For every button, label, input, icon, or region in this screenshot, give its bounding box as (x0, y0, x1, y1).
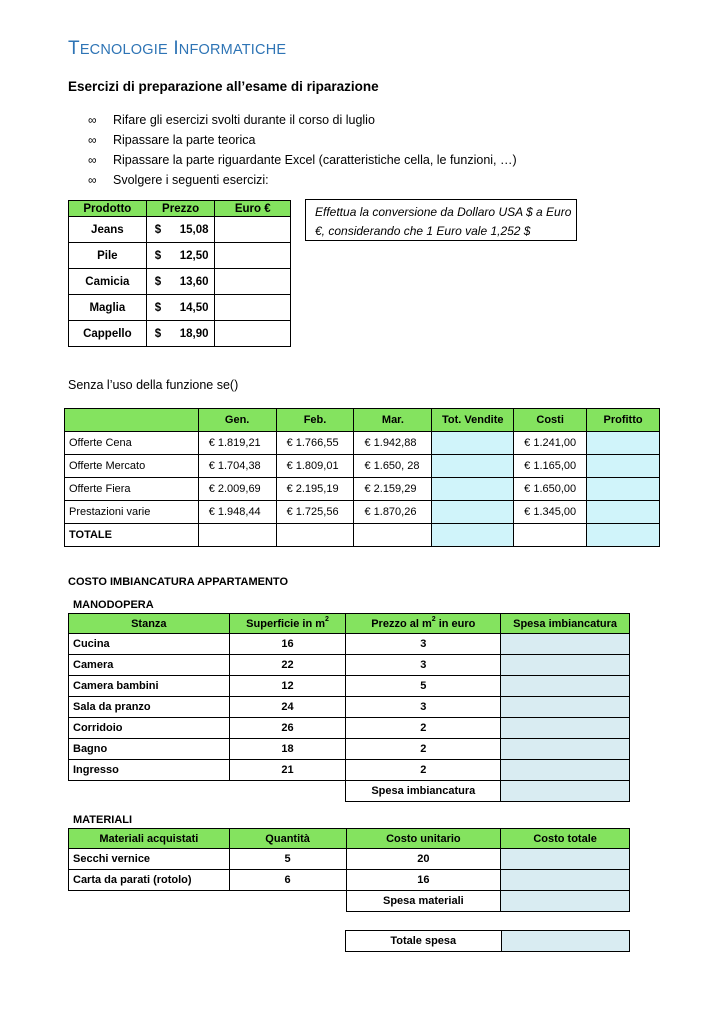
column-header-stanza: Stanza (69, 614, 230, 634)
costi-value: € 1.650,00 (514, 478, 587, 501)
spesa-cell[interactable] (501, 634, 630, 655)
material-qty: 6 (229, 870, 346, 891)
column-header-prodotto: Prodotto (69, 201, 147, 217)
profitto-cell[interactable] (587, 432, 660, 455)
euro-cell[interactable] (215, 321, 291, 347)
column-header-prezzo (346, 614, 501, 634)
table-row (69, 739, 630, 760)
spesa-cell[interactable] (501, 697, 630, 718)
room-price: 3 (346, 634, 501, 655)
title-word: NFORMATICHE (178, 42, 287, 58)
spesa-imbiancatura-label: Spesa imbiancatura (346, 781, 501, 802)
room-surface: 26 (229, 718, 346, 739)
table-row (69, 760, 630, 781)
mar-value: € 1.870,26 (354, 501, 432, 524)
product-name: Jeans (69, 217, 147, 243)
table-row (65, 432, 660, 455)
product-price: 18,90 (173, 321, 215, 347)
materiali-label: MATERIALI (73, 814, 133, 826)
room-name: Bagno (69, 739, 230, 760)
products-table (68, 200, 291, 347)
spesa-cell[interactable] (501, 760, 630, 781)
row-label: Offerte Fiera (65, 478, 199, 501)
table-row (69, 655, 630, 676)
table-row (69, 243, 291, 269)
empty-cell (229, 891, 346, 912)
currency-symbol: $ (146, 321, 173, 347)
profitto-cell[interactable] (587, 455, 660, 478)
room-price: 2 (346, 760, 501, 781)
room-surface: 21 (229, 760, 346, 781)
column-header-costo-totale: Costo totale (501, 829, 630, 849)
table-row (69, 634, 630, 655)
infinity-bullet-icon: ∞ (88, 153, 97, 167)
materiali-table (68, 828, 630, 912)
column-header-tot-vendite: Tot. Vendite (432, 409, 514, 432)
summary-row (69, 781, 630, 802)
total-costi-cell[interactable] (514, 524, 587, 547)
room-price: 3 (346, 697, 501, 718)
product-price: 14,50 (173, 295, 215, 321)
table-row (65, 455, 660, 478)
column-header-euro: Euro € (215, 201, 291, 217)
header-text: Superficie in m (246, 617, 326, 630)
euro-cell[interactable] (215, 217, 291, 243)
feb-value: € 1.725,56 (276, 501, 354, 524)
title-initial: I (173, 38, 179, 59)
product-name: Maglia (69, 295, 147, 321)
column-header-profitto: Profitto (587, 409, 660, 432)
empty-cell (69, 781, 230, 802)
spesa-materiali-cell[interactable] (501, 891, 630, 912)
header-text: Prezzo al m (371, 617, 432, 630)
room-name: Camera bambini (69, 676, 230, 697)
infinity-bullet-icon: ∞ (88, 113, 97, 127)
superscript: 2 (325, 615, 329, 623)
room-surface: 24 (229, 697, 346, 718)
material-name: Secchi vernice (69, 849, 230, 870)
room-surface: 18 (229, 739, 346, 760)
section-title: COSTO IMBIANCATURA APPARTAMENTO (68, 576, 288, 588)
gen-value: € 1.704,38 (198, 455, 276, 478)
section-note: Senza l’uso della funzione se() (68, 378, 239, 392)
material-qty: 5 (229, 849, 346, 870)
material-unit-cost: 20 (346, 849, 501, 870)
table-row (69, 697, 630, 718)
manodopera-label: MANODOPERA (73, 599, 154, 611)
product-price: 13,60 (173, 269, 215, 295)
costi-value: € 1.165,00 (514, 455, 587, 478)
title-word: ECNOLOGIE (79, 42, 168, 58)
table-row (69, 849, 630, 870)
list-item-text: Ripassare la parte teorica (113, 133, 256, 147)
table-row (69, 321, 291, 347)
product-price: 15,08 (173, 217, 215, 243)
currency-symbol: $ (146, 295, 173, 321)
room-price: 5 (346, 676, 501, 697)
mar-value: € 1.942,88 (354, 432, 432, 455)
column-header-quantita: Quantità (229, 829, 346, 849)
spesa-cell[interactable] (501, 739, 630, 760)
spesa-cell[interactable] (501, 655, 630, 676)
row-label: Prestazioni varie (65, 501, 199, 524)
table-row (69, 870, 630, 891)
empty-cell (229, 781, 346, 802)
list-item-text: Ripassare la parte riguardante Excel (caratteristiche cella, le funzioni, …) (113, 153, 517, 167)
currency-symbol: $ (146, 217, 173, 243)
product-price: 12,50 (173, 243, 215, 269)
list-item-text: Rifare gli esercizi svolti durante il corso di luglio (113, 113, 375, 127)
room-surface: 12 (229, 676, 346, 697)
list-item (88, 170, 517, 190)
euro-cell[interactable] (215, 295, 291, 321)
room-surface: 22 (229, 655, 346, 676)
total-gen-cell[interactable] (198, 524, 276, 547)
tot-vendite-cell[interactable] (432, 455, 514, 478)
totale-spesa-table (345, 930, 630, 952)
gen-value: € 2.009,69 (198, 478, 276, 501)
summary-row (346, 931, 630, 952)
column-header-costi: Costi (514, 409, 587, 432)
spesa-imbiancatura-cell[interactable] (501, 781, 630, 802)
summary-row (69, 891, 630, 912)
bullet-list (88, 110, 517, 190)
euro-cell[interactable] (215, 269, 291, 295)
costo-totale-cell[interactable] (501, 870, 630, 891)
tot-vendite-cell[interactable] (432, 501, 514, 524)
table-row (65, 501, 660, 524)
row-label: Offerte Mercato (65, 455, 199, 478)
room-name: Corridoio (69, 718, 230, 739)
totale-spesa-label: Totale spesa (346, 931, 502, 952)
spesa-materiali-label: Spesa materiali (346, 891, 501, 912)
total-mar-cell[interactable] (354, 524, 432, 547)
product-name: Pile (69, 243, 147, 269)
feb-value: € 2.195,19 (276, 478, 354, 501)
mar-value: € 2.159,29 (354, 478, 432, 501)
gen-value: € 1.948,44 (198, 501, 276, 524)
tot-vendite-cell[interactable] (432, 478, 514, 501)
column-header-superficie (229, 614, 346, 634)
table-row (69, 217, 291, 243)
room-name: Sala da pranzo (69, 697, 230, 718)
mar-value: € 1.650, 28 (354, 455, 432, 478)
sales-table (64, 408, 660, 547)
currency-symbol: $ (146, 243, 173, 269)
list-item (88, 130, 517, 150)
infinity-bullet-icon: ∞ (88, 133, 97, 147)
table-row (69, 718, 630, 739)
feb-value: € 1.766,55 (276, 432, 354, 455)
table-row (65, 478, 660, 501)
row-label: Offerte Cena (65, 432, 199, 455)
material-unit-cost: 16 (346, 870, 501, 891)
column-header-spesa: Spesa imbiancatura (501, 614, 630, 634)
product-name: Cappello (69, 321, 147, 347)
room-price: 2 (346, 739, 501, 760)
profitto-cell[interactable] (587, 501, 660, 524)
column-header-prezzo: Prezzo (146, 201, 215, 217)
profitto-cell[interactable] (587, 478, 660, 501)
header-text: in euro (435, 617, 476, 630)
total-label: TOTALE (65, 524, 199, 547)
list-item-text: Svolgere i seguenti esercizi: (113, 173, 269, 187)
table-row (69, 295, 291, 321)
spesa-cell[interactable] (501, 676, 630, 697)
column-header-gen: Gen. (198, 409, 276, 432)
room-price: 3 (346, 655, 501, 676)
product-name: Camicia (69, 269, 147, 295)
title-initial: T (68, 38, 80, 59)
column-header-empty (65, 409, 199, 432)
list-item (88, 150, 517, 170)
currency-symbol: $ (146, 269, 173, 295)
total-profitto-cell[interactable] (587, 524, 660, 547)
column-header-mar: Mar. (354, 409, 432, 432)
material-name: Carta da parati (rotolo) (69, 870, 230, 891)
total-feb-cell[interactable] (276, 524, 354, 547)
euro-cell[interactable] (215, 243, 291, 269)
costi-value: € 1.345,00 (514, 501, 587, 524)
conversion-note: Effettua la conversione da Dollaro USA $ a Euro €, considerando che 1 Euro vale 1,252 $ (305, 199, 577, 241)
total-tot-vendite-cell[interactable] (432, 524, 514, 547)
page-title (68, 38, 286, 60)
column-header-costo-unitario: Costo unitario (346, 829, 501, 849)
tot-vendite-cell[interactable] (432, 432, 514, 455)
column-header-materiali: Materiali acquistati (69, 829, 230, 849)
column-header-feb: Feb. (276, 409, 354, 432)
table-row (69, 269, 291, 295)
totale-spesa-cell[interactable] (501, 931, 630, 952)
gen-value: € 1.819,21 (198, 432, 276, 455)
total-row (65, 524, 660, 547)
feb-value: € 1.809,01 (276, 455, 354, 478)
superscript: 2 (431, 615, 436, 623)
empty-cell (69, 891, 230, 912)
room-name: Camera (69, 655, 230, 676)
costo-totale-cell[interactable] (501, 849, 630, 870)
table-row (69, 676, 630, 697)
room-name: Ingresso (69, 760, 230, 781)
room-name: Cucina (69, 634, 230, 655)
manodopera-table (68, 613, 630, 802)
list-item (88, 110, 517, 130)
infinity-bullet-icon: ∞ (88, 173, 97, 187)
spesa-cell[interactable] (501, 718, 630, 739)
room-surface: 16 (229, 634, 346, 655)
room-price: 2 (346, 718, 501, 739)
subtitle: Esercizi di preparazione all’esame di riparazione (68, 79, 379, 94)
costi-value: € 1.241,00 (514, 432, 587, 455)
